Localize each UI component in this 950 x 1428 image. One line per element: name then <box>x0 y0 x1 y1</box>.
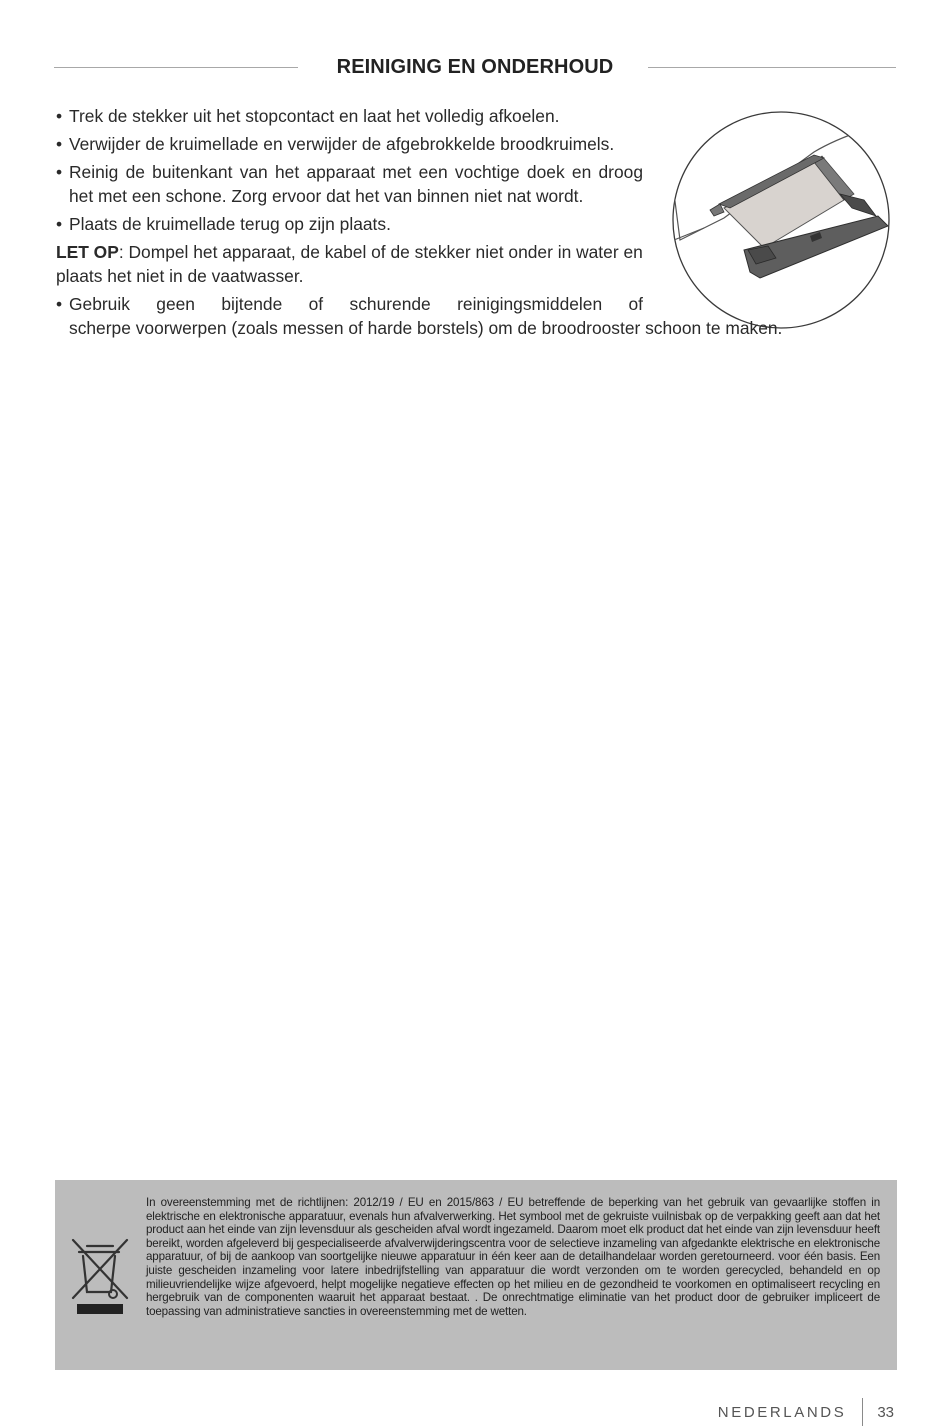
list-item <box>56 292 898 340</box>
caution-note <box>56 240 644 288</box>
caution-label: LET OP <box>56 242 119 262</box>
disposal-text: In overeenstemming met de richtlijnen: 2012/19 / EU en 2015/863 / EU betreffende de beperking van het gebruik van gevaarlijke stoffen in elektrische en elektronische apparatuur, evenals hun afvalverwerking. Het symbool met de gekruiste vuilnisbak op de verpakking geeft aan dat het product aan het einde van zijn levensduur als gescheiden afval wordt ingezameld. Daarom moet elk product dat het einde van zijn levensduur heeft bereikt, worden afgeleverd bij gespecialiseerde afvalverwijderingscentra voor de selectieve inzameling van afgedankte elektrische en elektronische apparatuur, of bij de aankoop van soortgelijke nieuwe apparatuur in één keer aan de detailhandelaar worden geretourneerd. voor één basis. Een juiste gescheiden inzameling voor latere inbedrijfstelling van apparatuur die wordt verzonden om te worden gerecycled, behandeld en op milieuvriendelijke wijze afgevoerd, helpt mogelijke negatieve effecten op het milieu en de gezondheid te voorkomen en optimaliseert recycling en hergebruik van de componenten waaruit het apparaat bestaat. . De onrechtmatige eliminatie van het product door de gebruiker impliceert de toepassing van administratieve sancties in overeenstemming met de wetten. <box>146 1196 880 1318</box>
bullet-mark: • <box>56 214 63 234</box>
bullet-mark: • <box>56 134 63 154</box>
list-item-text-line2: scherpe voorwerpen (zoals messen of harde borstels) om de broodrooster schoon te maken. <box>69 318 783 338</box>
list-item-text: Verwijder de kruimellade en verwijder de afgebrokkelde broodkruimels. <box>69 134 615 154</box>
caution-text: : Dompel het apparaat, de kabel of de stekker niet onder in water en plaats het niet in de vaatwasser. <box>56 242 643 286</box>
footer-divider <box>862 1398 863 1426</box>
list-item <box>56 212 643 236</box>
list-item-text: Reinig de buitenkant van het apparaat met een vochtige doek en droog het met een schone. Zorg ervoor dat het van binnen niet nat wordt. <box>69 162 643 206</box>
page-number: 33 <box>877 1403 894 1421</box>
bullet-mark: • <box>56 162 63 182</box>
header-rule-right <box>648 67 896 68</box>
list-item-text: Plaats de kruimellade terug op zijn plaats. <box>69 214 391 234</box>
list-item-text: Trek de stekker uit het stopcontact en laat het volledig afkoelen. <box>69 106 560 126</box>
section-title: REINIGING EN ONDERHOUD <box>336 56 614 78</box>
page-footer <box>718 1396 894 1428</box>
language-label: NEDERLANDS <box>717 1403 847 1421</box>
list-item-text-line1: Gebruik geen bijtende of schurende reinigingsmiddelen of <box>69 294 643 314</box>
section-header <box>54 56 896 82</box>
list-item <box>56 104 669 128</box>
bullet-mark: • <box>56 294 63 314</box>
list-item <box>56 160 643 208</box>
cleaning-instructions <box>56 104 898 344</box>
list-item <box>56 132 643 156</box>
disposal-notice <box>55 1180 897 1370</box>
bullet-mark: • <box>56 106 63 126</box>
crossed-out-wheelie-bin-icon <box>69 1234 131 1318</box>
